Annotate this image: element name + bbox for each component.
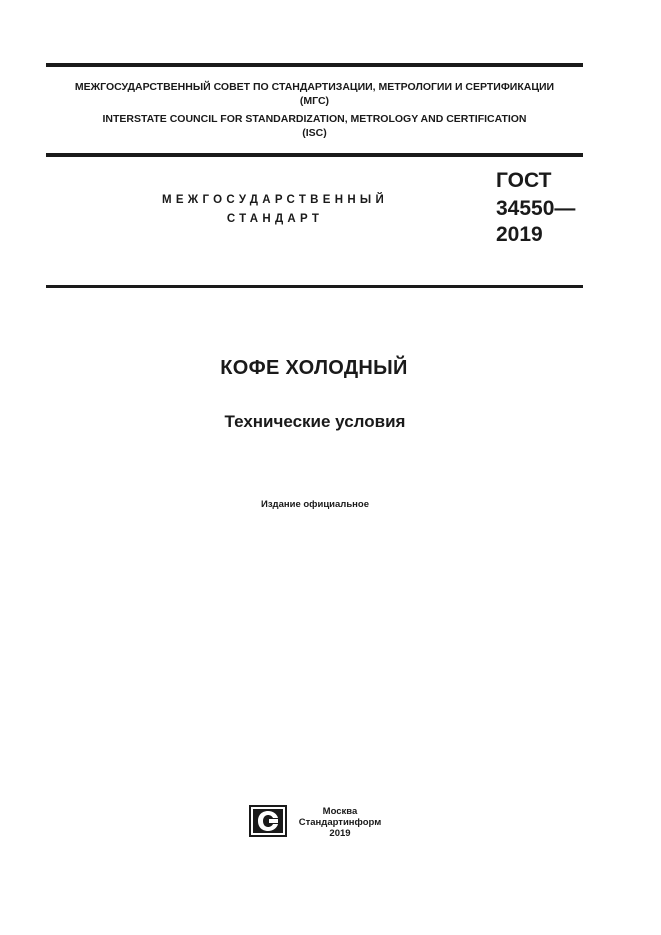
standard-type-line2: СТАНДАРТ: [226, 213, 324, 225]
standard-type-line1: МЕЖГОСУДАРСТВЕННЫЙ: [161, 194, 389, 206]
council-ru-name: МЕЖГОСУДАРСТВЕННЫЙ СОВЕТ ПО СТАНДАРТИЗАЦИИ, МЕТРОЛОГИИ И СЕРТИФИКАЦИИ: [74, 81, 555, 93]
gost-label: ГОСТ: [496, 169, 552, 192]
publisher-year: 2019: [329, 828, 351, 839]
council-en-abbr: (ISC): [302, 127, 327, 139]
publisher-city: Москва: [322, 806, 358, 817]
gost-number: 34550—: [496, 197, 576, 220]
council-en-name: INTERSTATE COUNCIL FOR STANDARDIZATION, METROLOGY AND CERTIFICATION: [102, 113, 527, 125]
council-en-block: [46, 112, 583, 140]
document-title: КОФЕ ХОЛОДНЫЙ: [220, 357, 408, 379]
gost-year: 2019: [496, 223, 543, 246]
council-ru-block: [46, 80, 583, 108]
publisher-name: Стандартинформ: [298, 817, 382, 828]
top-rule: [46, 63, 583, 67]
edition-note: Издание официальное: [261, 499, 369, 510]
document-subtitle: Технические условия: [224, 412, 406, 431]
council-ru-abbr: (МГС): [299, 95, 330, 107]
bottom-rule: [46, 285, 583, 288]
middle-rule: [46, 153, 583, 157]
standartinform-logo-icon: [249, 805, 287, 837]
